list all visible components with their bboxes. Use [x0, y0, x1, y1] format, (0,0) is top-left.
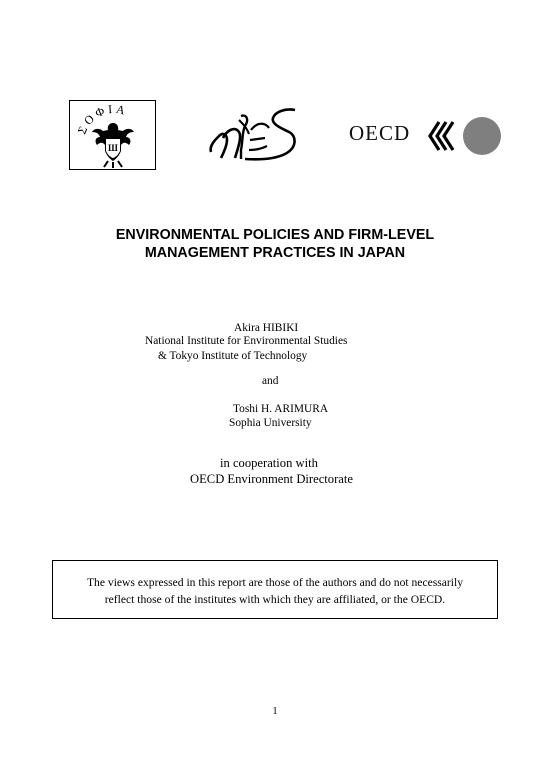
- oecd-logo-text: OECD: [349, 121, 411, 145]
- author-2-affiliation: Sophia University: [229, 417, 312, 429]
- disclaimer-box: [52, 560, 498, 619]
- cooperation-line-2: OECD Environment Directorate: [190, 472, 353, 486]
- cooperation-line-1: in cooperation with: [220, 456, 318, 470]
- nies-logo: [205, 104, 300, 164]
- oecd-logo: [343, 112, 518, 160]
- title-line-1: ENVIRONMENTAL POLICIES AND FIRM-LEVEL: [115, 227, 435, 243]
- author-2-name: Toshi H. ARIMURA: [233, 403, 329, 415]
- author-1-name: Akira HIBIKI: [234, 322, 299, 334]
- disclaimer-line-2: reflect those of the institutes with which they are affiliated, or the OECD.: [104, 593, 446, 606]
- title-line-2: MANAGEMENT PRACTICES IN JAPAN: [144, 245, 406, 261]
- page-number: 1: [272, 706, 278, 717]
- disclaimer-line-1: The views expressed in this report are those of the authors and do not necessarily: [86, 576, 464, 589]
- authors-conjunction: and: [262, 375, 279, 387]
- oecd-circle-icon: [463, 117, 501, 155]
- author-1-affiliation-line-1: National Institute for Environmental Studies: [145, 335, 348, 347]
- document-title: [40, 226, 510, 262]
- svg-text:Ш: Ш: [108, 143, 118, 153]
- sophia-logo-text: ΣΟΦΙΑ: [74, 101, 130, 137]
- author-1-affiliation-line-2: & Tokyo Institute of Technology: [158, 350, 308, 362]
- sophia-university-logo: [69, 100, 156, 170]
